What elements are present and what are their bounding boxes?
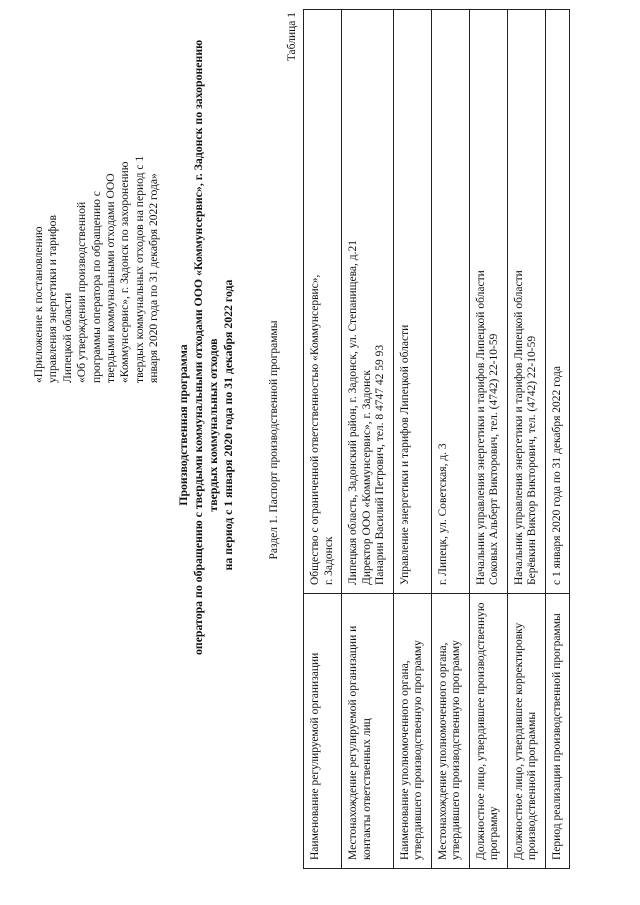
value-line: Начальник управления энергетики и тарифов Липецкой области — [512, 270, 525, 585]
table-row — [469, 10, 507, 869]
row-key: Должностное лицо, утвердившее корректировку производственной программы — [507, 594, 545, 869]
table-label: Таблица 1 — [286, 12, 298, 62]
row-value — [342, 10, 394, 594]
row-value — [469, 10, 507, 594]
row-value — [304, 10, 342, 594]
value-line: Берёвкин Виктор Викторович, тел. (4742) 22-10-59 — [526, 335, 538, 585]
table-row — [431, 10, 469, 869]
appendix-line: «Приложение к постановлению — [32, 226, 45, 383]
table-row — [342, 10, 394, 869]
appendix-line: твердыми коммунальными отходами ООО — [104, 173, 118, 383]
title-line: оператора по обращению с твердыми коммунальными отходами ООО «Коммунсервис», г. Задонск по захоронению — [191, 39, 205, 655]
row-key: Местонахождение регулируемой организации и контакты ответственных лиц — [342, 594, 394, 869]
table-row — [545, 10, 570, 869]
row-key: Должностное лицо, утвердившее производственную программу — [469, 594, 507, 869]
appendix-line: твердых коммунальных отходов на период с 1 — [132, 155, 146, 383]
value-line: Общество с ограниченной ответственностью «Коммунсервис», — [309, 274, 321, 585]
appendix-line: Липецкой области — [60, 292, 74, 383]
title-line: на период с 1 января 2020 года по 31 декабря 2022 года — [221, 279, 235, 571]
value-line: г. Липецк, ул. Советская, д. 3 — [436, 443, 449, 585]
passport-table — [303, 9, 570, 869]
appendix-line: «Коммунсервис», г. Задонск по захоронению — [118, 161, 132, 383]
table-row — [507, 10, 545, 869]
title-line: твердых коммунальных отходов — [206, 338, 220, 512]
row-value — [431, 10, 469, 594]
row-value — [393, 10, 431, 594]
value-line: Панарин Василий Петрович, тел. 8 4747 42 59 93 — [374, 344, 386, 585]
appendix-line: января 2020 года по 31 декабря 2022 года» — [147, 173, 161, 383]
row-key: Период реализации производственной программы — [545, 594, 570, 869]
section-heading: Раздел 1. Паспорт производственной программы — [268, 320, 280, 560]
title-line: Производственная программа — [176, 344, 190, 506]
appendix-note — [32, 33, 162, 383]
appendix-line: управления энергетики и тарифов — [46, 215, 60, 383]
row-value — [507, 10, 545, 594]
table-row — [304, 10, 342, 869]
value-line: Управление энергетики и тарифов Липецкой области — [398, 324, 411, 585]
value-line: Липецкая область, Задонский район, г. Задонск, ул. Степанищева, д.21 — [347, 240, 359, 585]
table-row — [393, 10, 431, 869]
appendix-line: «Об утверждении производственной — [75, 201, 89, 383]
row-key: Местонахождение уполномоченного органа, утвердившего производственную программу — [431, 594, 469, 869]
value-line: с 1 января 2020 года по 31 декабря 2022 года — [550, 366, 563, 585]
row-value — [545, 10, 570, 594]
row-key: Наименование регулируемой организации — [304, 594, 342, 869]
appendix-line: программы оператора по обращению с — [89, 191, 103, 383]
value-line: Директор ООО «Коммунсервис», г. Задонск — [360, 370, 373, 585]
row-key: Наименование уполномоченного органа, утвердившего производственную программу — [393, 594, 431, 869]
value-line: г. Задонск — [322, 536, 335, 585]
value-line: Соковых Альберт Викторович, тел. (4742) 22-10-59 — [488, 333, 500, 585]
value-line: Начальник управления энергетики и тарифов Липецкой области — [474, 270, 487, 585]
document-title — [176, 39, 236, 655]
